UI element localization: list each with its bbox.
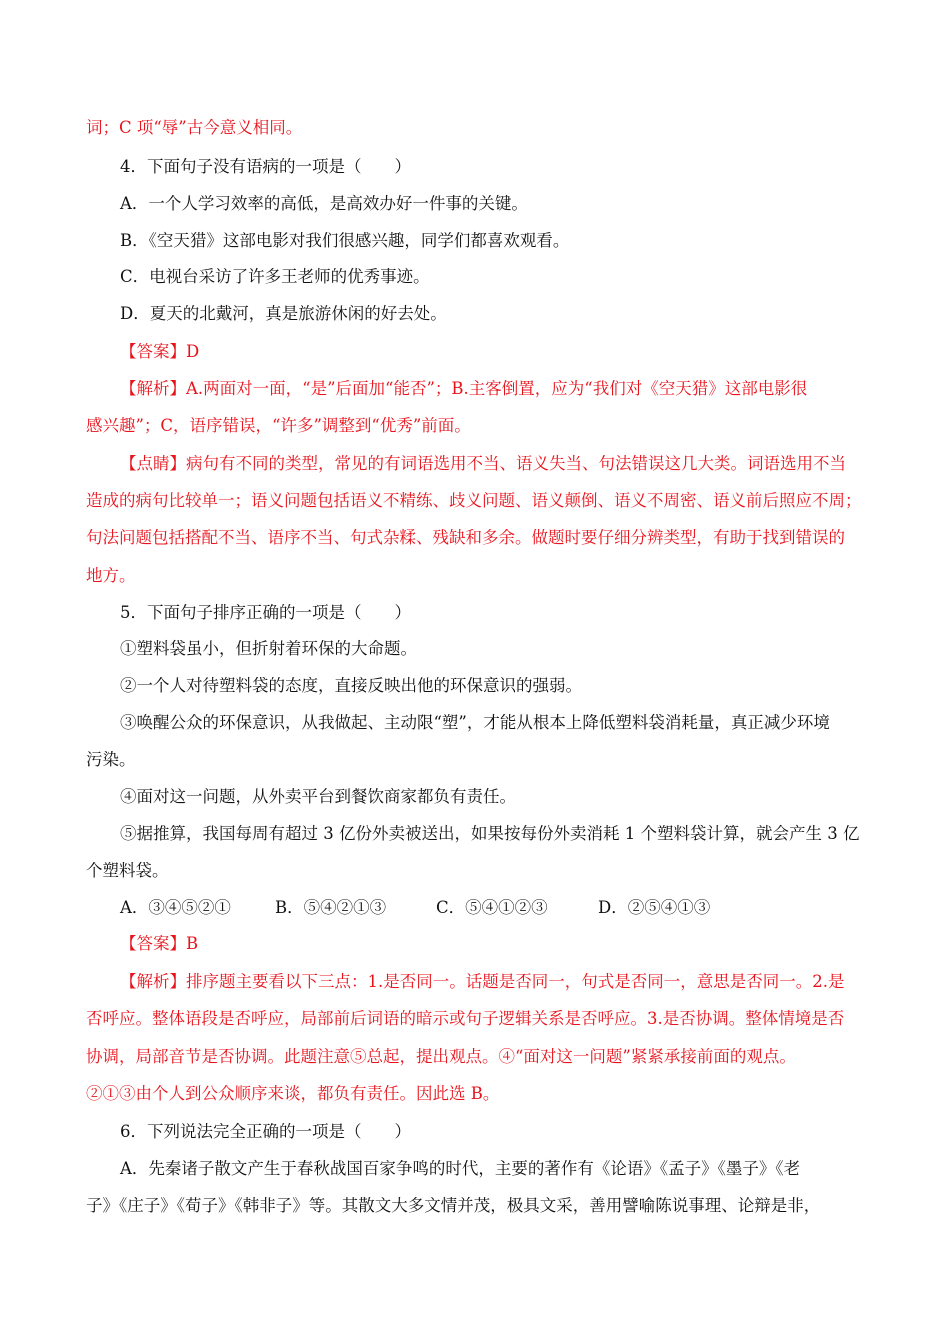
q5-sentence-2: ②一个人对待塑料袋的态度，直接反映出他的环保意识的强弱。 — [120, 676, 582, 695]
q5-sentence-3: ③唤醒公众的环保意识，从我做起、主动限“塑”，才能从根本上降低塑料袋消耗量，真正减少环境 — [120, 713, 830, 732]
q5-choice-d: D．②⑤④①③ — [598, 898, 711, 917]
q4-tip-line-4: 地方。 — [86, 566, 136, 585]
q5-sentence-5: ⑤据推算，我国每周有超过 3 亿份外卖被送出，如果按每份外卖消耗 1 个塑料袋计算，就会产生 3 亿 — [120, 824, 860, 843]
q5-analysis-line-1: 【解析】排序题主要看以下三点：1.是否同一。话题是否同一，句式是否同一，意思是否同一。2.是 — [120, 972, 845, 991]
q5-analysis-line-2: 否呼应。整体语段是否呼应，局部前后词语的暗示或句子逻辑关系是否呼应。3.是否协调。整体情境是否 — [86, 1009, 845, 1028]
q6-option-a-line-2: 子》《庄子》《荀子》《韩非子》等。其散文大多文情并茂，极具文采，善用譬喻陈说事理、论辩是非， — [86, 1196, 821, 1215]
q6-option-a-line-1: A．先秦诸子散文产生于春秋战国百家争鸣的时代，主要的著作有《论语》《孟子》《墨子》《老 — [120, 1159, 801, 1178]
q5-choice-b: B．⑤④②①③ — [275, 898, 387, 917]
q4-analysis-line-2: 感兴趣”；C，语序错误，“许多”调整到“优秀”前面。 — [86, 416, 471, 435]
q5-sentence-3-cont: 污染。 — [86, 750, 136, 769]
q4-analysis-line-1: 【解析】A.两面对一面，“是”后面加“能否”；B.主客倒置，应为“我们对《空天猎》这部电影很 — [120, 379, 808, 398]
q5-sentence-5-cont: 个塑料袋。 — [86, 861, 169, 880]
q4-option-b: B．《空天猎》这部电影对我们很感兴趣，同学们都喜欢观看。 — [120, 231, 570, 250]
q4-option-d: D．夏天的北戴河，真是旅游休闲的好去处。 — [120, 304, 447, 323]
q4-answer: 【答案】D — [120, 342, 200, 361]
q4-tip-line-3: 句法问题包括搭配不当、语序不当、句式杂糅、残缺和多余。做题时要仔细分辨类型，有助于找到错误的 — [86, 528, 845, 547]
q5-stem: 5．下面句子排序正确的一项是（ ） — [120, 603, 411, 622]
q5-sentence-1: ①塑料袋虽小，但折射着环保的大命题。 — [120, 639, 417, 658]
q4-option-a: A．一个人学习效率的高低，是高效办好一件事的关键。 — [120, 194, 528, 213]
q6-stem: 6．下列说法完全正确的一项是（ ） — [120, 1122, 411, 1141]
q5-choice-c: C．⑤④①②③ — [436, 898, 548, 917]
q4-tip-line-1: 【点睛】病句有不同的类型，常见的有词语选用不当、语义失当、句法错误这几大类。词语选用不当 — [120, 454, 846, 473]
q4-stem: 4．下面句子没有语病的一项是（ ） — [120, 157, 411, 176]
q5-choice-a: A．③④⑤②① — [120, 898, 231, 917]
q5-analysis-line-3: 协调，局部音节是否协调。此题注意⑤总起，提出观点。④“面对这一问题”紧紧承接前面的观点。 — [86, 1047, 796, 1066]
q5-analysis-line-4: ②①③由个人到公众顺序来谈，都负有责任。因此选 B。 — [86, 1084, 500, 1103]
q4-option-c: C．电视台采访了许多王老师的优秀事迹。 — [120, 267, 430, 286]
q4-tip-line-2: 造成的病句比较单一；语义问题包括语义不精练、歧义问题、语义颠倒、语义不周密、语义前后照应不周； — [86, 491, 862, 510]
carry-over-line: 词；C 项“辱”古今意义相同。 — [86, 118, 303, 137]
q5-answer: 【答案】B — [120, 934, 199, 953]
q5-sentence-4: ④面对这一问题，从外卖平台到餐饮商家都负有责任。 — [120, 787, 516, 806]
